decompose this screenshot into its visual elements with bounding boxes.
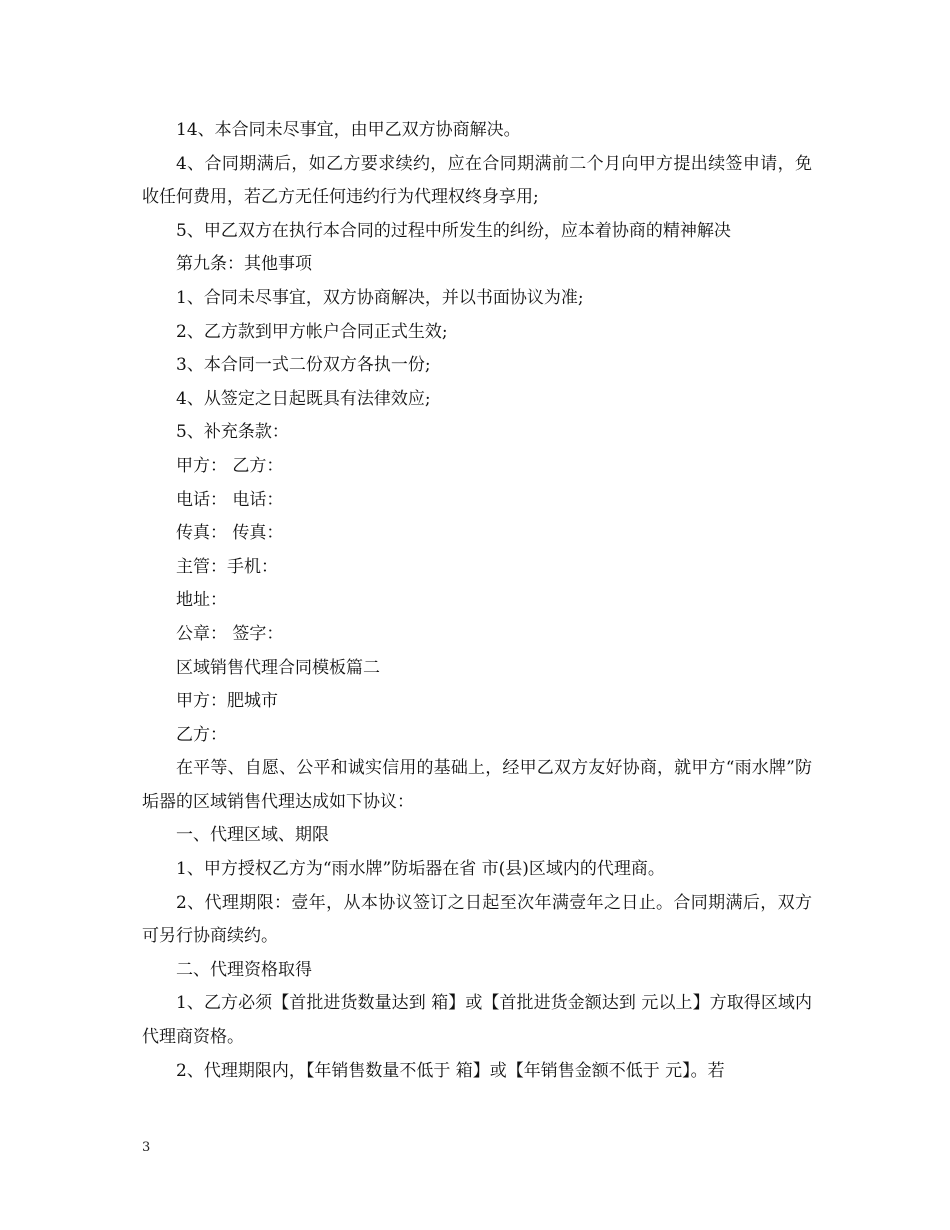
paragraph-area-1: 1、甲方授权乙方为“雨水牌”防垢器在省 市(县)区域内的代理商。: [176, 859, 665, 880]
party-b-line: 乙方：: [176, 724, 227, 745]
paragraph-other-4: 4、从签定之日起既具有法律效应;: [176, 388, 431, 409]
signature-phone-line: 电话： 电话：: [176, 489, 284, 510]
document-body: [142, 114, 812, 1088]
paragraph-clause-14: 14、本合同未尽事宜，由甲乙双方协商解决。: [176, 120, 521, 140]
party-a-line: 甲方：肥城市: [176, 691, 278, 712]
paragraph-renewal: 4、合同期满后，如乙方要求续约，应在合同期满前二个月向甲方提出续签申请，免收任何费用，若乙方无任何违约行为代理权终身享用;: [142, 153, 812, 208]
paragraph-area-2: 2、代理期限：壹年，从本协议签订之日起至次年满壹年之日止。合同期满后，双方可另行协商续约。: [142, 892, 812, 947]
page-number: 3: [142, 1140, 151, 1155]
signature-party-line: 甲方： 乙方：: [176, 455, 284, 476]
agreement-intro: 在平等、自愿、公平和诚实信用的基础上，经甲乙双方友好协商，就甲方“雨水牌”防垢器的区域销售代理达成如下协议：: [142, 758, 812, 812]
signature-seal-line: 公章： 签字：: [176, 623, 284, 644]
paragraph-other-2: 2、乙方款到甲方帐户合同正式生效;: [176, 321, 448, 342]
signature-fax-line: 传真： 传真：: [176, 523, 284, 544]
document-section-title: 区域销售代理合同模板篇二: [176, 657, 380, 678]
paragraph-other-5: 5、补充条款：: [176, 422, 289, 443]
paragraph-dispute: 5、甲乙双方在执行本合同的过程中所发生的纠纷，应本着协商的精神解决: [176, 220, 731, 241]
paragraph-other-3: 3、本合同一式二份双方各执一份;: [176, 355, 431, 376]
signature-address-line: 地址：: [176, 590, 227, 611]
paragraph-qualification-2: 2、代理期限内，【年销售数量不低于 箱】或【年销售金额不低于 元】。若: [176, 1060, 725, 1081]
section-heading-qualification: 二、代理资格取得: [176, 959, 312, 980]
signature-manager-line: 主管：手机：: [176, 556, 278, 577]
paragraph-qualification-1: 1、乙方必须【首批进货数量达到 箱】或【首批进货金额达到 元以上】方取得区域内代理商资格。: [142, 993, 812, 1048]
section-heading-area-term: 一、代理区域、期限: [176, 825, 329, 846]
section-heading-article-9: 第九条：其他事项: [176, 254, 312, 275]
paragraph-other-1: 1、合同未尽事宜，双方协商解决，并以书面协议为准;: [176, 287, 584, 308]
